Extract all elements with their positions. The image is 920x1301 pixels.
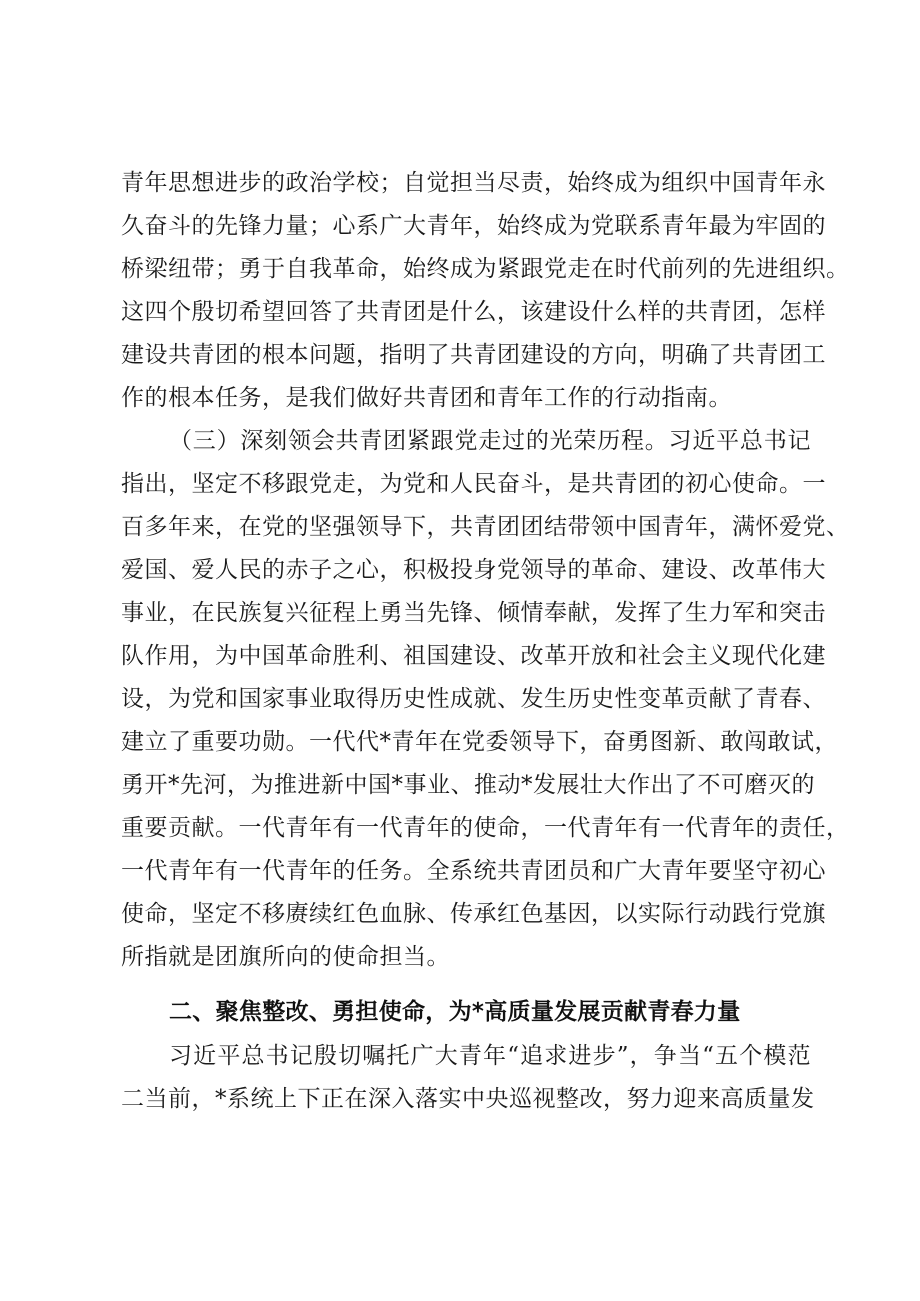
paragraph-1-line-2: 久奋斗的先锋力量；心系广大青年，始终成为党联系青年最为牢固的: [121, 213, 826, 239]
paragraph-2-line-8: 建立了重要功勋。一代代*青年在党委领导下，奋勇图新、敢闯敢试，: [121, 729, 838, 755]
paragraph-2-line-12: 使命，坚定不移赓续红色血脉、传承红色基因，以实际行动践行党旗: [121, 901, 826, 927]
paragraph-3-line-1: 习近平总书记殷切嘱托广大青年“追求进步”，争当“五个模范: [169, 1043, 811, 1069]
paragraph-2-line-7: 设，为党和国家事业取得历史性成就、发生历史性变革贡献了青春、: [121, 686, 826, 712]
paragraph-2-line-2: 指出，坚定不移跟党走，为党和人民奋斗，是共青团的初心使命。一: [121, 471, 826, 497]
paragraph-2-line-3: 百多年来，在党的坚强领导下，共青团团结带领中国青年，满怀爱党、: [121, 514, 850, 540]
paragraph-1-line-4: 这四个殷切希望回答了共青团是什么，该建设什么样的共青团，怎样: [121, 299, 826, 325]
paragraph-2-line-9: 勇开*先河，为推进新中国*事业、推动*发展壮大作出了不可磨灭的: [121, 772, 815, 798]
paragraph-3-line-2: 二当前，*系统上下正在深入落实中央巡视整改，努力迎来高质量发: [121, 1086, 815, 1112]
paragraph-2-line-13: 所指就是团旗所向的使命担当。: [121, 944, 450, 970]
paragraph-2-line-1: （三）深刻领会共青团紧跟党走过的光荣历程。习近平总书记: [169, 428, 811, 454]
paragraph-2-line-6: 队作用，为中国革命胜利、祖国建设、改革开放和社会主义现代化建: [121, 643, 826, 669]
paragraph-2-line-5: 事业，在民族复兴征程上勇当先锋、倾情奉献，发挥了生力军和突击: [121, 600, 826, 626]
paragraph-2-line-11: 一代青年有一代青年的任务。全系统共青团员和广大青年要坚守初心: [121, 858, 826, 884]
paragraph-1-line-3: 桥梁纽带；勇于自我革命，始终成为紧跟党走在时代前列的先进组织。: [121, 256, 850, 282]
paragraph-1-line-5: 建设共青团的根本问题，指明了共青团建设的方向，明确了共青团工: [121, 342, 826, 368]
paragraph-1-line-6: 作的根本任务，是我们做好共青团和青年工作的行动指南。: [121, 385, 732, 411]
paragraph-1-line-1: 青年思想进步的政治学校；自觉担当尽责，始终成为组织中国青年永: [121, 170, 826, 196]
section-heading-2: 二、聚焦整改、勇担使命，为*高质量发展贡献青春力量: [169, 999, 741, 1025]
paragraph-2-line-4: 爱国、爱人民的赤子之心，积极投身党领导的革命、建设、改革伟大: [121, 557, 826, 583]
paragraph-2-line-10: 重要贡献。一代青年有一代青年的使命，一代青年有一代青年的责任，: [121, 815, 850, 841]
